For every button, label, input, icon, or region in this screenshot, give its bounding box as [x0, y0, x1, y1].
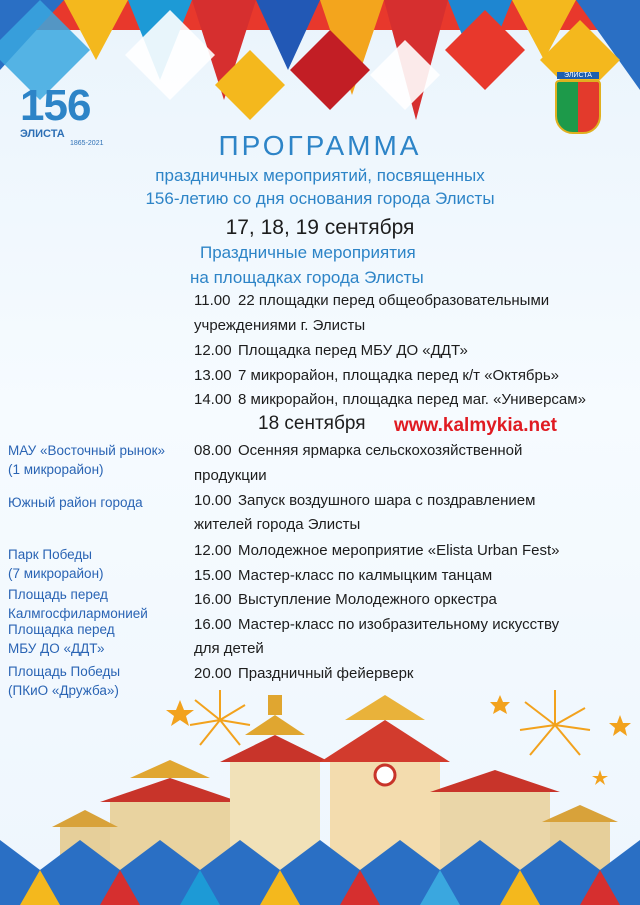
- date-heading-18: 18 сентября: [258, 413, 366, 434]
- subtitle-line-1: праздничных мероприятий, посвященных: [155, 166, 485, 185]
- event-time: 08.00: [194, 442, 232, 459]
- logo-number: 156: [20, 81, 91, 130]
- dates-heading: 17, 18, 19 сентября: [225, 216, 415, 239]
- coat-of-arms-icon: [555, 72, 601, 134]
- event-text: Запуск воздушного шара с поздравлением: [238, 492, 536, 509]
- location-label: Площадка перед МБУ ДО «ДДТ»: [8, 622, 115, 656]
- event-time: 20.00: [194, 665, 232, 682]
- event-time: 11.00: [194, 292, 231, 309]
- event-text: Праздничный фейерверк: [238, 665, 414, 682]
- temple-skyline-illustration: [0, 690, 640, 905]
- event-time: 14.00: [194, 391, 232, 408]
- event-text: 8 микрорайон, площадка перед маг. «Универсам»: [238, 391, 586, 408]
- event-row: [194, 442, 522, 459]
- event-time: 16.00: [194, 616, 232, 633]
- event-row: [194, 542, 560, 559]
- website-link[interactable]: www.kalmykia.net: [394, 415, 557, 436]
- event-text: Осенняя ярмарка сельскохозяйственной: [238, 442, 523, 459]
- block1-heading-2: на площадках города Элисты: [190, 268, 424, 287]
- page-title: ПРОГРАММА: [218, 130, 422, 161]
- event-text: Мастер-класс по калмыцким танцам: [238, 567, 493, 584]
- event-row: [194, 567, 492, 584]
- event-row: [194, 292, 549, 309]
- event-time: 12.00: [194, 342, 232, 359]
- subtitle-line-2: 156-летию со дня основания города Элисты: [145, 189, 495, 208]
- event-time: 15.00: [194, 567, 232, 584]
- event-row-cont: учреждениями г. Элисты: [194, 317, 366, 334]
- event-time: 12.00: [194, 542, 232, 559]
- event-time: 10.00: [194, 492, 232, 509]
- event-text: 22 площадки перед общеобразовательными: [238, 292, 550, 309]
- event-row: [194, 616, 559, 633]
- coat-of-arms-city: ЭЛИСТА: [557, 72, 599, 79]
- event-text: 7 микрорайон, площадка перед к/т «Октябрь»: [238, 367, 560, 384]
- event-row: [194, 591, 497, 608]
- event-row: [194, 342, 468, 359]
- event-text: Мастер-класс по изобразительному искусству: [238, 616, 560, 633]
- event-row-cont: продукции: [194, 467, 267, 484]
- event-text: Молодежное мероприятие «Elista Urban Fest»: [238, 542, 560, 559]
- location-label: Площадь Победы (ПКиО «Дружба»): [8, 664, 121, 698]
- event-time: 13.00: [194, 367, 232, 384]
- logo-years: 1865-2021: [70, 140, 104, 147]
- event-text: Выступление Молодежного оркестра: [238, 591, 497, 608]
- location-label: МАУ «Восточный рынок» (1 микрорайон): [8, 443, 166, 477]
- event-row-cont: для детей: [194, 640, 264, 657]
- location-label: Парк Победы (7 микрорайон): [8, 547, 104, 581]
- event-row: [194, 367, 559, 384]
- event-time: 16.00: [194, 591, 232, 608]
- event-row: [194, 492, 535, 509]
- block1-heading-1: Праздничные мероприятия: [200, 243, 416, 262]
- location-label: Площадь перед Калмгосфилармонией: [8, 587, 148, 621]
- logo-city: ЭЛИСТА: [20, 128, 65, 140]
- event-row-cont: жителей города Элисты: [194, 516, 361, 533]
- event-text: Площадка перед МБУ ДО «ДДТ»: [238, 342, 468, 359]
- location-label: Южный район города: [8, 495, 143, 510]
- event-row: [194, 391, 586, 408]
